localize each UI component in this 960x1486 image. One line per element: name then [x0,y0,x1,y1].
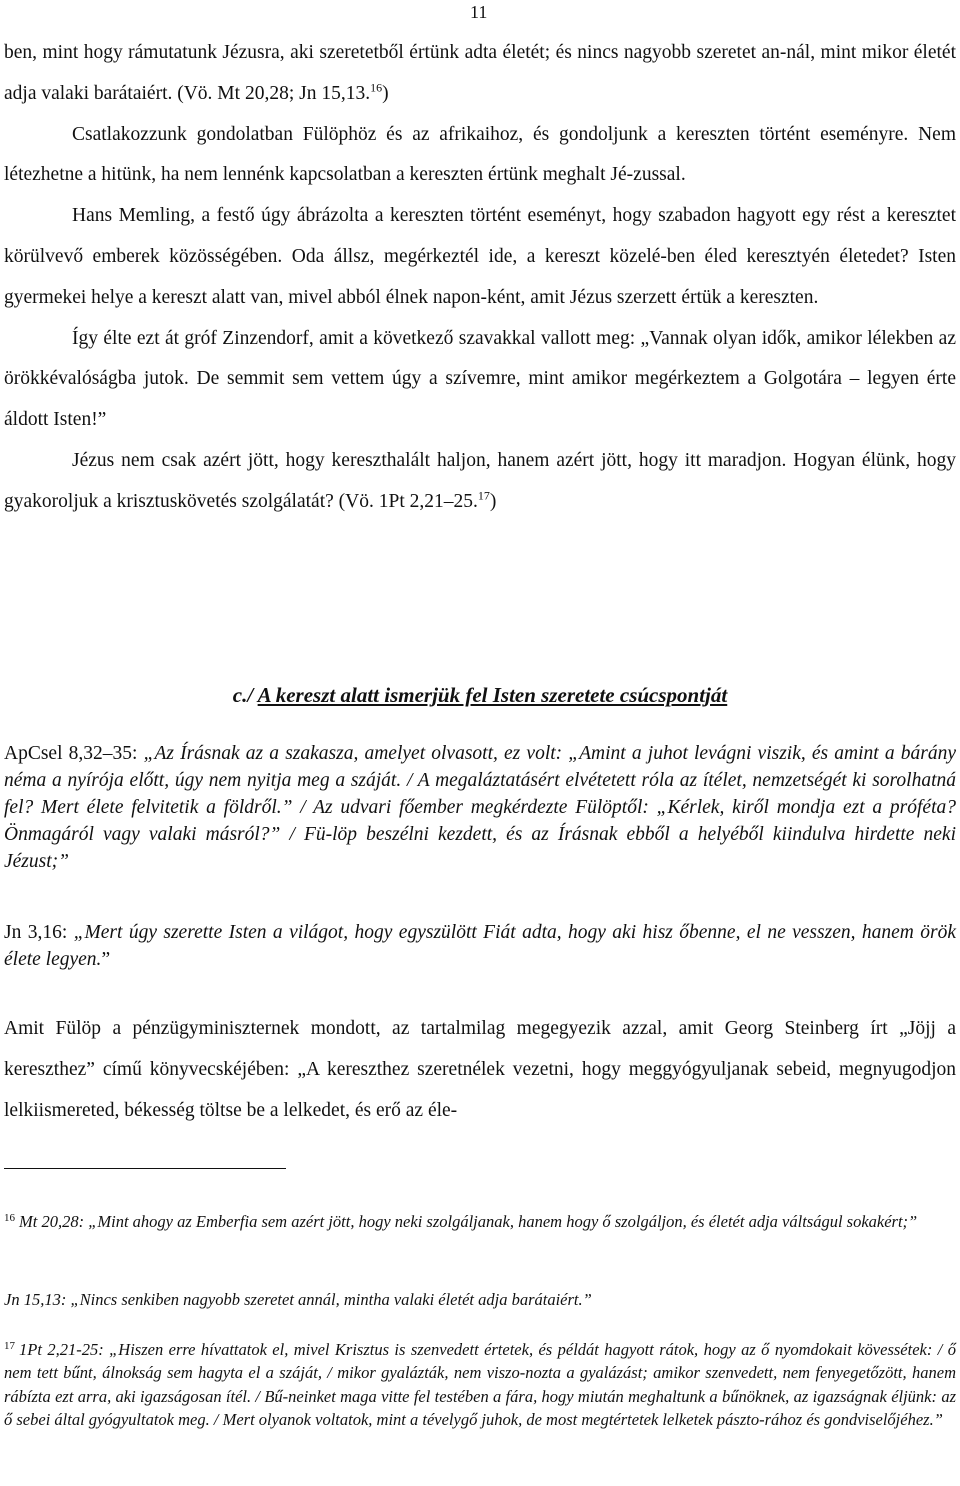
footnote-17-paragraph [4,1338,956,1432]
footnote-16-b [4,1288,956,1311]
footnote-16-text: Mt 20,28: „Mint ahogy az Emberfia sem azért jött, hogy neki szolgáljanak, hanem hogy ő szolgáljon, és életét adja váltságul sokakért;” [19,1212,918,1231]
paragraph-3: Hans Memling, a festő úgy ábrázolta a kereszten történt eseményt, hogy szabadon hagyott egy rést a keresztet körülvevő emberek közösségében. Oda állsz, megérkeztél ide, a kereszt közelé-ben éled keresztyén életedet? Isten gyermekei helye a kereszt alatt van, mivel abból élnek napon-ként, amit Jézus szerzett értük a kereszten. [4,205,956,308]
footnote-17-number: 17 [4,1339,15,1352]
footnote-ref-17[interactable]: 17 [477,488,490,503]
section-heading-prefix: c./ [232,683,254,707]
footnote-16-number: 16 [4,1211,15,1224]
paragraph-4: Így élte ezt át gróf Zinzendorf, amit a következő szavakkal vallott meg: „Vannak olyan idők, amikor lélekben az örökkévalóságba jutok. De semmit sem vettem úgy a szívemre, mint amikor megérkeztem a Golgotára – legyen érte áldott Isten!” [4,327,956,431]
section-heading-title: A kereszt alatt ismerjük fel Isten szeretete csúcspontját [257,683,728,707]
quote-acts-paragraph [4,740,956,875]
section-heading [0,683,960,708]
quote-john-text: „Mert úgy szerette Isten a világot, hogy egyszülött Fiát adta, hogy aki hisz őbenne, el ne vesszen, hanem örök élete legyen. [4,922,956,970]
paragraph-5 [4,441,956,523]
paragraph-1-end: ) [382,82,389,104]
main-text [4,33,956,523]
paragraph-5-text: Jézus nem csak azért jött, hogy kereszthalált haljon, hanem azért jött, hogy itt maradjon. Hogyan élünk, hogy gyakoroljuk a krisztuskövetés szolgálatát? (Vö. 1Pt 2,21–25. [4,449,956,512]
main-text-continued [4,1009,956,1131]
paragraph-6: Amit Fülöp a pénzügyminiszternek mondott, az tartalmilag megegyezik azzal, amit Georg Steinberg írt „Jöjj a kereszthez” című könyvecskéjében: „A kereszthez szeretnélek vezetni, hogy meggyógyuljanak sebeid, megnyugodjon lelkiismereted, békesség töltse be a lelkedet, és erő az éle- [4,1018,956,1121]
quote-john [4,919,956,973]
footnote-17 [4,1338,956,1432]
footnote-ref-16[interactable]: 16 [370,80,383,95]
footnote-16 [4,1210,956,1233]
footnote-16b-text: Jn 15,13: „Nincs senkiben nagyobb szeretet annál, mintha valaki életét adja barátaiért.” [4,1290,592,1309]
quote-acts-reference: ApCsel 8,32–35: [4,743,144,764]
footnote-17-text: 1Pt 2,21-25: „Hiszen erre hívattatok el, mivel Krisztus is szenvedett értetek, és példát hagyott rátok, hogy az ő nyomdokait kövessétek: / ő nem tett bűnt, álnokság sem hagyta el a száját, / mikor gyalázták, nem viszo-nozta a gyalázást; amikor szenvedett, nem fenyegetőzött, hanem rábízta ezt arra, aki igazságosan ítél. / Bű-neinket maga vitte fel testében a fára, hogy miután meghaltunk a bűnöknek, az igazságnak éljünk: az ő sebei által gyógyultatok meg. / Mert olyanok voltatok, mint a tévelygő juhok, de most megtértetek lelketek pászto-rához és gondviselőjéhez.” [4,1340,956,1430]
page-number: 11 [470,2,488,22]
quote-acts [4,740,956,875]
quote-john-reference: Jn 3,16: [4,922,74,943]
paragraph-2: Csatlakozzunk gondolatban Fülöphöz és az afrikaihoz, és gondoljunk a kereszten történt eseményre. Nem létezhetne a hitünk, ha nem lennénk kapcsolatban a kereszten értünk meghalt Jé-zussal. [4,123,956,186]
footnote-16-paragraph [4,1210,956,1233]
quote-john-close: ” [101,949,111,970]
quote-john-paragraph [4,919,956,973]
quote-acts-text: „Az Írásnak az a szakasza, amelyet olvasott, ez volt: „Amint a juhot levágni viszik, és amint a bárány néma a nyírója előtt, úgy nem nyitja meg a száját. / A megaláztatásért elvétetett róla az ítélet, nemzetségét ki sorolhatná fel? Mert élete felvitetik a földről.” / Az udvari főember megkérdezte Fülöptől: „Kérlek, kiről mondja ezt a próféta? Önmagáról vagy valaki másról?” / Fü-löp beszélni kezdett, és az Írásnak ebből a helyéből kiindulva hirdette neki Jézust;” [4,743,956,872]
footnote-separator [4,1168,286,1169]
paragraph-1 [4,33,956,115]
paragraph-5-end: ) [489,490,497,512]
paragraph-1-text: ben, mint hogy rámutatunk Jézusra, aki szeretetből értünk adta életét; és nincs nagyobb szeretet an-nál, mint mikor életét adja valaki barátaiért. (Vö. Mt 20,28; Jn 15,13. [4,42,956,104]
